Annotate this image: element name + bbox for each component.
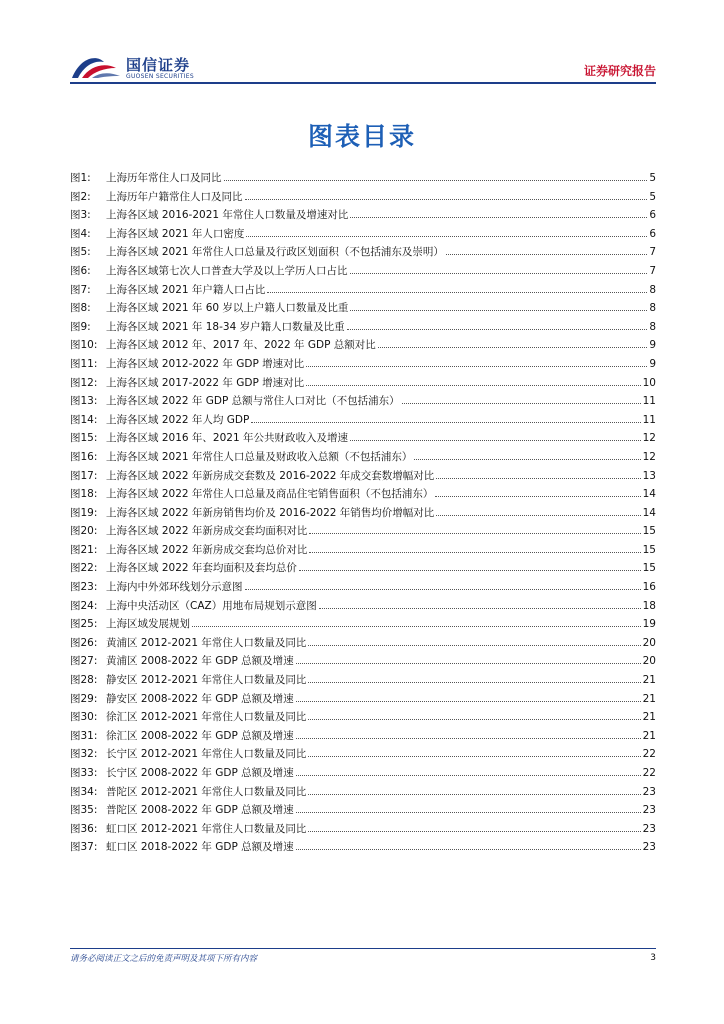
toc-entry-title: 上海历年户籍常住人口及同比 [106,190,243,203]
toc-entry-number: 图9: [70,320,91,333]
toc-leader-dots [308,681,640,683]
toc-entry-number: 图20: [70,525,98,538]
logo-text-cn: 国信证券 [126,56,191,74]
toc-entry[interactable] [70,523,656,542]
toc-entry-number: 图36: [70,822,98,835]
toc-entry-title: 普陀区 2008-2022 年 GDP 总额及增速 [106,804,294,817]
toc-entry-page: 23 [642,841,656,854]
toc-entry-title: 上海内中外郊环线划分示意图 [106,581,243,594]
toc-entry-number: 图18: [70,488,98,501]
toc-entry-title: 上海各区域 2017-2022 年 GDP 增速对比 [106,376,305,389]
toc-leader-dots [246,235,647,237]
toc-leader-dots [350,216,647,218]
toc-entry[interactable] [70,170,656,189]
toc-entry[interactable] [70,653,656,672]
toc-entry-title: 上海各区域 2022 年常住人口总量及商品住宅销售面积（不包括浦东） [106,488,434,501]
toc-entry[interactable] [70,244,656,263]
toc-entry-title: 上海各区域 2022 年人均 GDP [106,413,250,426]
toc-entry-number: 图15: [70,432,98,445]
toc-entry-number: 图10: [70,339,98,352]
toc-entry-number: 图2: [70,190,91,203]
toc-leader-dots [296,662,641,664]
toc-entry-title: 上海各区域 2021 年 60 岁以上户籍人口数量及比重 [106,302,349,315]
toc-entry-page: 15 [642,525,656,538]
toc-leader-dots [306,365,647,367]
figure-list [70,170,656,858]
toc-entry-page: 8 [649,283,656,296]
toc-entry-title: 普陀区 2012-2021 年常住人口数量及同比 [106,785,307,798]
toc-leader-dots [378,346,648,348]
toc-leader-dots [350,272,648,274]
toc-leader-dots [267,291,647,293]
toc-entry-page: 21 [642,729,656,742]
toc-entry-title: 上海各区域 2022 年新房成交套均总价对比 [106,543,308,556]
toc-entry-title: 上海各区域 2016-2021 年常住人口数量及增速对比 [106,209,349,222]
toc-entry-page: 14 [642,488,656,501]
toc-leader-dots [296,737,641,739]
toc-leader-dots [319,607,641,609]
toc-leader-dots [350,309,647,311]
toc-entry[interactable] [70,319,656,338]
toc-leader-dots [192,625,641,627]
toc-entry-page: 6 [649,227,656,240]
toc-leader-dots [308,830,640,832]
toc-entry[interactable] [70,784,656,803]
toc-entry-number: 图21: [70,543,98,556]
toc-entry-page: 18 [642,599,656,612]
toc-entry-number: 图30: [70,711,98,724]
toc-entry-number: 图12: [70,376,98,389]
toc-entry[interactable] [70,746,656,765]
toc-entry-number: 图25: [70,618,98,631]
toc-leader-dots [251,421,640,423]
toc-entry[interactable] [70,579,656,598]
toc-entry-title: 上海各区域 2022 年新房销售均价及 2016-2022 年销售均价增幅对比 [106,506,435,519]
toc-entry-number: 图14: [70,413,98,426]
toc-entry-page: 8 [649,302,656,315]
toc-entry-title: 上海中央活动区（CAZ）用地布局规划示意图 [106,599,317,612]
toc-leader-dots [446,253,647,255]
toc-entry-number: 图29: [70,692,98,705]
toc-leader-dots [296,700,641,702]
toc-entry[interactable] [70,412,656,431]
toc-entry[interactable] [70,337,656,356]
toc-entry[interactable] [70,765,656,784]
toc-entry[interactable] [70,226,656,245]
toc-entry[interactable] [70,542,656,561]
toc-entry-page: 7 [649,264,656,277]
toc-leader-dots [402,402,641,404]
toc-leader-dots [308,718,640,720]
toc-entry-page: 23 [642,822,656,835]
toc-leader-dots [296,848,641,850]
toc-entry-page: 9 [649,339,656,352]
toc-entry-number: 图8: [70,302,91,315]
toc-entry-number: 图7: [70,283,91,296]
toc-entry-number: 图5: [70,246,91,259]
guosen-logo [70,52,230,86]
header-divider [70,82,656,84]
toc-entry-title: 上海各区域 2012 年、2017 年、2022 年 GDP 总额对比 [106,339,376,352]
toc-entry-title: 上海各区域 2022 年新房成交套均面积对比 [106,525,308,538]
toc-entry-page: 19 [642,618,656,631]
toc-leader-dots [436,514,640,516]
toc-entry[interactable] [70,635,656,654]
toc-entry-page: 7 [649,246,656,259]
toc-entry-page: 22 [642,748,656,761]
toc-entry-page: 11 [642,413,656,426]
toc-entry-number: 图3: [70,209,91,222]
toc-entry-title: 上海各区域 2022 年 GDP 总额与常住人口对比（不包括浦东） [106,395,400,408]
toc-leader-dots [245,588,641,590]
toc-leader-dots [296,774,641,776]
toc-entry-title: 虹口区 2012-2021 年常住人口数量及同比 [106,822,307,835]
toc-entry-number: 图17: [70,469,98,482]
toc-leader-dots [296,811,641,813]
toc-entry-number: 图27: [70,655,98,668]
page-title: 图表目录 [307,122,416,151]
toc-entry-number: 图4: [70,227,91,240]
toc-leader-dots [308,644,640,646]
toc-entry-title: 上海各区域 2021 年常住人口总量及财政收入总额（不包括浦东） [106,450,413,463]
toc-entry-number: 图11: [70,357,98,370]
toc-entry[interactable] [70,616,656,635]
logo-mark-icon [70,52,122,82]
toc-entry[interactable] [70,430,656,449]
toc-entry[interactable] [70,300,656,319]
toc-entry-page: 14 [642,506,656,519]
toc-entry-number: 图6: [70,264,91,277]
toc-entry-title: 上海各区域 2021 年 18-34 岁户籍人口数量及比重 [106,320,345,333]
toc-entry-page: 5 [649,172,656,184]
toc-entry-page: 21 [642,692,656,705]
toc-entry-page: 10 [642,376,656,389]
toc-entry-page: 21 [642,711,656,724]
toc-entry-number: 图33: [70,767,98,779]
toc-entry-page: 22 [642,767,656,779]
report-type-label: 证券研究报告 [583,64,656,78]
toc-entry-page: 20 [642,636,656,649]
toc-entry-title: 黄浦区 2012-2021 年常住人口数量及同比 [106,636,307,649]
toc-entry-number: 图37: [70,841,98,854]
toc-entry-page: 21 [642,674,656,687]
toc-entry[interactable] [70,263,656,282]
toc-entry-title: 长宁区 2012-2021 年常住人口数量及同比 [106,748,307,761]
toc-entry-title: 上海各区域 2021 年常住人口总量及行政区划面积（不包括浦东及崇明） [106,246,444,259]
toc-entry[interactable] [70,449,656,468]
logo-text-en: GUOSEN SECURITIES [126,73,195,80]
toc-leader-dots [309,532,640,534]
toc-entry-title: 黄浦区 2008-2022 年 GDP 总额及增速 [106,655,294,668]
toc-entry-title: 上海各区域 2022 年套均面积及套均总价 [106,562,297,575]
toc-leader-dots [436,477,640,479]
toc-entry-number: 图16: [70,450,98,463]
toc-entry[interactable] [70,468,656,487]
toc-entry[interactable] [70,728,656,747]
toc-entry-title: 上海历年常住人口及同比 [106,172,222,184]
toc-entry-page: 23 [642,804,656,817]
toc-entry-page: 20 [642,655,656,668]
toc-leader-dots [350,439,641,441]
toc-entry-title: 徐汇区 2012-2021 年常住人口数量及同比 [106,711,307,724]
toc-entry-page: 6 [649,209,656,222]
toc-entry[interactable] [70,282,656,301]
toc-entry-number: 图31: [70,729,98,742]
footer-divider [70,948,656,949]
toc-entry[interactable] [70,598,656,617]
toc-entry-page: 12 [642,450,656,463]
toc-entry[interactable] [70,802,656,821]
toc-entry-number: 图35: [70,804,98,817]
toc-entry-title: 上海各区域 2021 年人口密度 [106,227,245,240]
toc-leader-dots [308,755,640,757]
toc-entry[interactable] [70,189,656,208]
toc-entry-title: 虹口区 2018-2022 年 GDP 总额及增速 [106,841,294,854]
toc-entry-title: 静安区 2012-2021 年常住人口数量及同比 [106,674,307,687]
toc-entry[interactable] [70,505,656,524]
toc-entry[interactable] [70,207,656,226]
toc-entry[interactable] [70,821,656,840]
toc-leader-dots [245,198,648,200]
toc-entry-page: 16 [642,581,656,594]
toc-entry-page: 15 [642,543,656,556]
toc-entry-page: 5 [649,190,656,203]
toc-leader-dots [347,328,648,330]
toc-leader-dots [414,458,640,460]
toc-entry-title: 静安区 2008-2022 年 GDP 总额及增速 [106,692,294,705]
toc-entry-number: 图1: [70,172,91,184]
toc-leader-dots [308,793,640,795]
toc-entry-page: 9 [649,357,656,370]
toc-entry[interactable] [70,356,656,375]
toc-entry[interactable] [70,709,656,728]
page-number: 3 [650,953,656,963]
toc-entry-number: 图34: [70,785,98,798]
toc-entry-number: 图32: [70,748,98,761]
toc-leader-dots [224,179,648,181]
toc-entry-page: 23 [642,785,656,798]
toc-entry[interactable] [70,560,656,579]
toc-entry-page: 12 [642,432,656,445]
toc-entry-title: 上海各区域 2016 年、2021 年公共财政收入及增速 [106,432,348,445]
toc-entry-number: 图19: [70,506,98,519]
toc-entry-page: 15 [642,562,656,575]
toc-entry[interactable] [70,393,656,412]
toc-entry-title: 上海区域发展规划 [106,618,190,631]
toc-leader-dots [309,551,640,553]
toc-entry-number: 图28: [70,674,98,687]
page-header [0,0,724,92]
toc-entry[interactable] [70,486,656,505]
toc-entry-number: 图24: [70,599,98,612]
toc-entry-page: 8 [649,320,656,333]
toc-entry[interactable] [70,672,656,691]
toc-entry-title: 长宁区 2008-2022 年 GDP 总额及增速 [106,767,294,779]
toc-entry[interactable] [70,691,656,710]
toc-entry-page: 13 [642,469,656,482]
toc-entry-title: 上海各区域 2012-2022 年 GDP 增速对比 [106,357,305,370]
toc-entry-page: 11 [642,395,656,408]
footer-disclaimer: 请务必阅读正文之后的免责声明及其项下所有内容 [70,954,258,964]
toc-entry-number: 图13: [70,395,98,408]
toc-entry-number: 图22: [70,562,98,575]
toc-leader-dots [299,569,641,571]
toc-entry[interactable] [70,375,656,394]
toc-leader-dots [435,495,640,497]
toc-leader-dots [306,384,640,386]
toc-entry-number: 图26: [70,636,98,649]
toc-entry-title: 上海各区域 2022 年新房成交套数及 2016-2022 年成交套数增幅对比 [106,469,435,482]
toc-entry-title: 上海各区域第七次人口普查大学及以上学历人口占比 [106,264,348,277]
toc-entry[interactable] [70,839,656,858]
toc-entry-number: 图23: [70,581,98,594]
toc-entry-title: 上海各区域 2021 年户籍人口占比 [106,283,266,296]
toc-entry-title: 徐汇区 2008-2022 年 GDP 总额及增速 [106,729,294,742]
